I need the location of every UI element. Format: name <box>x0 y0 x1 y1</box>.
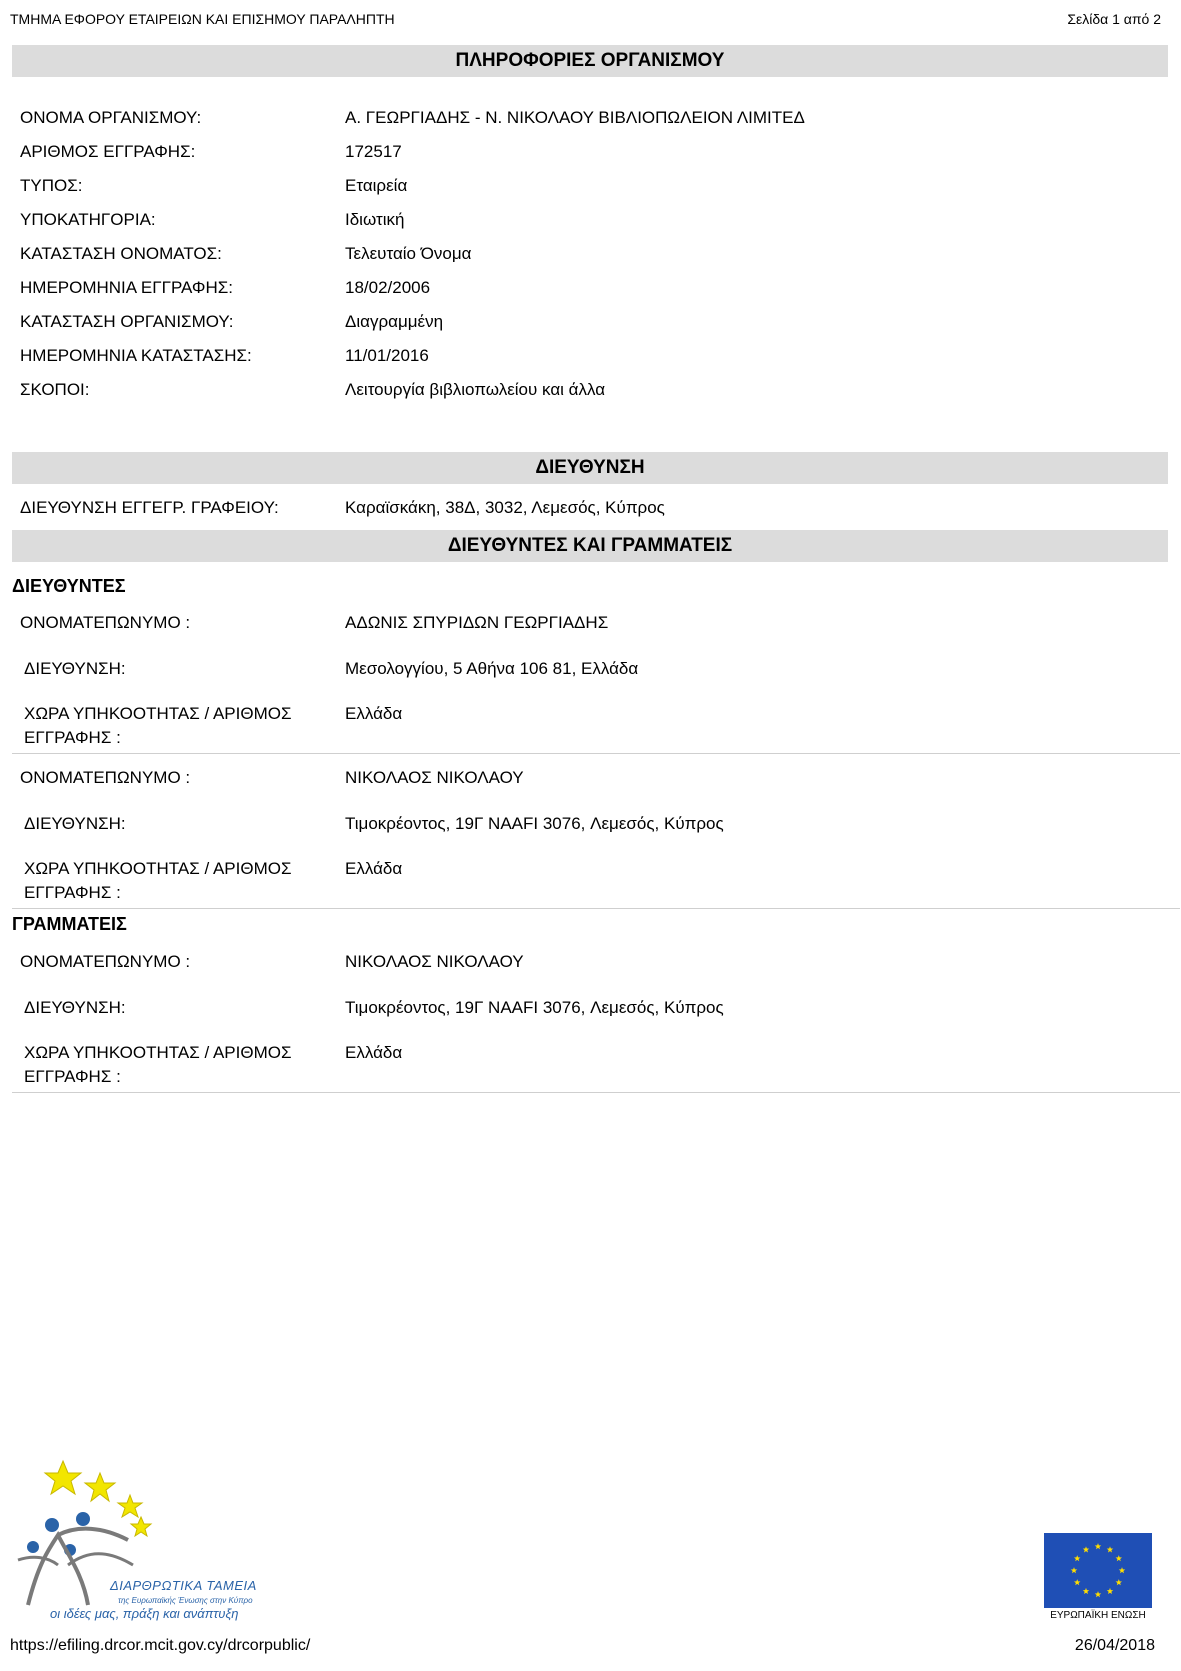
director-name-label: ΟΝΟΜΑΤΕΠΩΝΥΜΟ : <box>20 768 191 787</box>
page-number: Σελίδα 1 από 2 <box>1067 11 1161 27</box>
registered-office-label: ΔΙΕΥΘΥΝΣΗ ΕΓΓΕΓΡ. ΓΡΑΦΕΙΟΥ: <box>20 498 279 517</box>
section-officers-title: ΔΙΕΥΘΥΝΤΕΣ ΚΑΙ ΓΡΑΜΜΑΤΕΙΣ <box>12 530 1168 562</box>
fund-name: ΔΙΑΡΘΡΩΤΙΚΑ ΤΑΜΕΙΑ <box>110 1578 257 1593</box>
director-name-value: ΑΔΩΝΙΣ ΣΠΥΡΙΔΩΝ ΓΕΩΡΓΙΑΔΗΣ <box>345 613 609 632</box>
secretaries-heading: ΓΡΑΜΜΑΤΕΙΣ <box>12 914 127 934</box>
director-entry <box>12 598 1180 754</box>
footer-date: 26/04/2018 <box>1074 1637 1155 1654</box>
secretary-nationality-value: Ελλάδα <box>345 1043 403 1062</box>
subcategory-label: ΥΠΟΚΑΤΗΓΟΡΙΑ: <box>20 210 156 229</box>
director-nationality-value: Ελλάδα <box>345 859 403 878</box>
reg-number-value: 172517 <box>345 142 402 161</box>
section-org-info-title: ΠΛΗΡΟΦΟΡΙΕΣ ΟΡΓΑΝΙΣΜΟΥ <box>12 45 1168 77</box>
secretary-entry <box>12 937 1180 1093</box>
secretary-name-value: ΝΙΚΟΛΑΟΣ ΝΙΚΟΛΑΟΥ <box>345 952 524 971</box>
objectives-label: ΣΚΟΠΟΙ: <box>20 380 90 399</box>
name-status-value: Τελευταίο Όνομα <box>345 244 472 263</box>
director-nationality-label: ΧΩΡΑ ΥΠΗΚΟΟΤΗΤΑΣ / ΑΡΙΘΜΟΣ ΕΓΓΡΑΦΗΣ : <box>24 859 292 902</box>
secretary-address-label: ΔΙΕΥΘΥΝΣΗ: <box>24 998 126 1017</box>
registered-office-value: Καραϊσκάκη, 38Δ, 3032, Λεμεσός, Κύπρος <box>345 498 665 517</box>
secretary-nationality-label: ΧΩΡΑ ΥΠΗΚΟΟΤΗΤΑΣ / ΑΡΙΘΜΟΣ ΕΓΓΡΑΦΗΣ : <box>24 1043 292 1086</box>
reg-date-value: 18/02/2006 <box>345 278 431 297</box>
org-status-label: ΚΑΤΑΣΤΑΣΗ ΟΡΓΑΝΙΣΜΟΥ: <box>20 312 234 331</box>
name-status-label: ΚΑΤΑΣΤΑΣΗ ΟΝΟΜΑΤΟΣ: <box>20 244 222 263</box>
type-value: Εταιρεία <box>345 176 408 195</box>
eu-caption: ΕΥΡΩΠΑΪΚΗ ΕΝΩΣΗ <box>1050 1610 1146 1621</box>
org-status-value: Διαγραμμένη <box>345 312 444 331</box>
department-title: ΤΜΗΜΑ ΕΦΟΡΟΥ ΕΤΑΙΡΕΙΩΝ ΚΑΙ ΕΠΙΣΗΜΟΥ ΠΑΡΑΛΗΠΤΗ <box>10 11 395 27</box>
status-date-value: 11/01/2016 <box>345 346 429 365</box>
reg-date-label: ΗΜΕΡΟΜΗΝΙΑ ΕΓΓΡΑΦΗΣ: <box>20 278 233 297</box>
fund-subtitle: της Ευρωπαϊκής Ένωσης στην Κύπρο <box>118 1596 253 1605</box>
director-nationality-label: ΧΩΡΑ ΥΠΗΚΟΟΤΗΤΑΣ / ΑΡΙΘΜΟΣ ΕΓΓΡΑΦΗΣ : <box>24 704 292 747</box>
secretary-name-label: ΟΝΟΜΑΤΕΠΩΝΥΜΟ : <box>20 952 191 971</box>
footer-url[interactable]: https://efiling.drcor.mcit.gov.cy/drcorpublic/ <box>10 1637 311 1654</box>
director-address-label: ΔΙΕΥΘΥΝΣΗ: <box>24 814 126 833</box>
status-date-label: ΗΜΕΡΟΜΗΝΙΑ ΚΑΤΑΣΤΑΣΗΣ: <box>20 346 252 365</box>
org-name-value: Α. ΓΕΩΡΓΙΑΔΗΣ - Ν. ΝΙΚΟΛΑΟΥ ΒΙΒΛΙΟΠΩΛΕΙΟΝ ΛΙΜΙΤΕΔ <box>345 108 805 127</box>
directors-heading: ΔΙΕΥΘΥΝΤΕΣ <box>12 576 126 596</box>
objectives-value: Λειτουργία βιβλιοπωλείου και άλλα <box>345 380 606 399</box>
director-address-label: ΔΙΕΥΘΥΝΣΗ: <box>24 659 126 678</box>
director-nationality-value: Ελλάδα <box>345 704 403 723</box>
director-address-value: Μεσολογγίου, 5 Αθήνα 106 81, Ελλάδα <box>345 659 639 678</box>
fund-slogan: οι ιδέες μας, πράξη και ανάπτυξη <box>50 1606 239 1621</box>
section-address-title: ΔΙΕΥΘΥΝΣΗ <box>12 452 1168 484</box>
director-entry <box>12 753 1180 909</box>
reg-number-label: ΑΡΙΘΜΟΣ ΕΓΓΡΑΦΗΣ: <box>20 142 196 161</box>
director-name-value: ΝΙΚΟΛΑΟΣ ΝΙΚΟΛΑΟΥ <box>345 768 524 787</box>
director-address-value: Τιμοκρέοντος, 19Γ NAAFI 3076, Λεμεσός, Κύπρος <box>345 814 724 833</box>
secretary-address-value: Τιμοκρέοντος, 19Γ NAAFI 3076, Λεμεσός, Κύπρος <box>345 998 724 1017</box>
type-label: ΤΥΠΟΣ: <box>20 176 83 195</box>
director-name-label: ΟΝΟΜΑΤΕΠΩΝΥΜΟ : <box>20 613 191 632</box>
org-name-label: ΟΝΟΜΑ ΟΡΓΑΝΙΣΜΟΥ: <box>20 108 202 127</box>
subcategory-value: Ιδιωτική <box>345 210 405 229</box>
